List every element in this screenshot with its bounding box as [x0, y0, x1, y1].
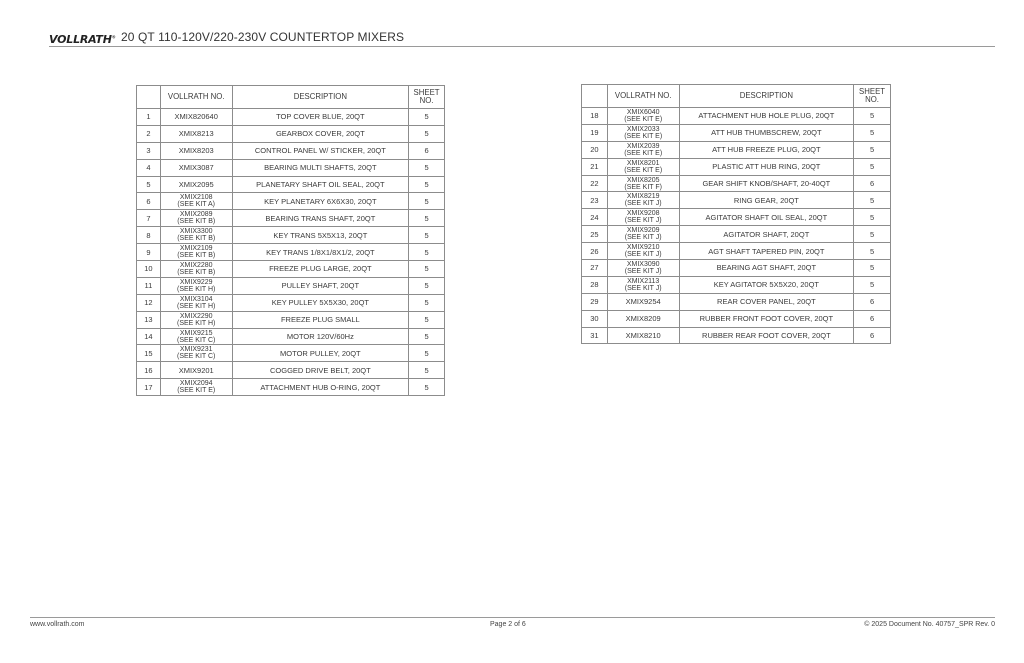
part-number: XMIX2109 — [179, 245, 213, 253]
sheet-number: 5 — [409, 109, 445, 126]
part-description: FREEZE PLUG LARGE, 20QT — [232, 261, 408, 278]
part-description: AGT SHAFT TAPERED PIN, 20QT — [679, 243, 854, 260]
item-number: 6 — [137, 193, 161, 210]
part-description: GEARBOX COVER, 20QT — [232, 125, 408, 142]
vollrath-part-number — [607, 276, 679, 293]
part-description: AGITATOR SHAFT OIL SEAL, 20QT — [679, 209, 854, 226]
part-description: RUBBER FRONT FOOT COVER, 20QT — [679, 310, 854, 327]
item-number: 14 — [137, 328, 161, 345]
kit-reference: (SEE KIT E) — [624, 115, 663, 123]
vollrath-part-number — [607, 158, 679, 175]
column-header-description: DESCRIPTION — [232, 86, 408, 109]
vollrath-part-number: XMIX8213 — [160, 125, 232, 142]
part-description: COGGED DRIVE BELT, 20QT — [232, 362, 408, 379]
table-row — [582, 108, 891, 125]
item-number: 5 — [137, 176, 161, 193]
part-description: PLANETARY SHAFT OIL SEAL, 20QT — [232, 176, 408, 193]
sheet-number: 5 — [854, 141, 891, 158]
table-row — [582, 276, 891, 293]
part-description: TOP COVER BLUE, 20QT — [232, 109, 408, 126]
table-row — [137, 244, 445, 261]
item-number: 21 — [582, 158, 608, 175]
kit-reference: (SEE KIT J) — [624, 200, 662, 208]
part-description: BEARING AGT SHAFT, 20QT — [679, 260, 854, 277]
vollrath-part-number — [160, 277, 232, 294]
vollrath-part-number — [607, 243, 679, 260]
column-header-sheet-no: SHEET NO. — [854, 85, 891, 108]
item-number: 1 — [137, 109, 161, 126]
part-number: XMIX3300 — [179, 228, 213, 236]
sheet-number: 5 — [409, 345, 445, 362]
part-description: PLASTIC ATT HUB RING, 20QT — [679, 158, 854, 175]
part-description: MOTOR 120V/60Hz — [232, 328, 408, 345]
sheet-number: 6 — [409, 142, 445, 159]
item-number: 29 — [582, 293, 608, 310]
part-description: PULLEY SHAFT, 20QT — [232, 277, 408, 294]
vollrath-part-number: XMIX3087 — [160, 159, 232, 176]
item-number: 15 — [137, 345, 161, 362]
document-title: 20 QT 110-120V/220-230V COUNTERTOP MIXERS — [121, 30, 405, 44]
kit-reference: (SEE KIT E) — [624, 132, 663, 140]
vollrath-part-number — [607, 226, 679, 243]
sheet-number: 5 — [854, 276, 891, 293]
kit-reference: (SEE KIT J) — [624, 217, 662, 225]
vollrath-part-number — [607, 209, 679, 226]
part-number: XMIX6040 — [626, 108, 660, 116]
kit-reference: (SEE KIT B) — [177, 218, 216, 226]
sheet-number: 6 — [854, 310, 891, 327]
sheet-number: 5 — [409, 125, 445, 142]
item-number: 16 — [137, 362, 161, 379]
part-description: FREEZE PLUG SMALL — [232, 311, 408, 328]
page-number: Page 2 of 6 — [490, 621, 526, 628]
table-row — [137, 294, 445, 311]
table-header-row — [137, 86, 445, 109]
table-row — [137, 159, 445, 176]
part-description: KEY TRANS 1/8X1/8X1/2, 20QT — [232, 244, 408, 261]
sheet-number: 6 — [854, 327, 891, 344]
vollrath-part-number: XMIX8210 — [607, 327, 679, 344]
part-number: XMIX3090 — [626, 260, 660, 268]
table-row — [137, 362, 445, 379]
part-description: RUBBER REAR FOOT COVER, 20QT — [679, 327, 854, 344]
table-row — [137, 261, 445, 278]
sheet-number: 6 — [854, 293, 891, 310]
table-row — [582, 310, 891, 327]
sheet-number: 5 — [409, 277, 445, 294]
kit-reference: (SEE KIT B) — [177, 235, 216, 243]
part-number: XMIX9208 — [626, 210, 660, 218]
vollrath-part-number: XMIX8209 — [607, 310, 679, 327]
sheet-number: 5 — [409, 311, 445, 328]
table-row — [582, 175, 891, 192]
kit-reference: (SEE KIT J) — [624, 284, 662, 292]
vollrath-part-number — [160, 311, 232, 328]
vollrath-part-number — [160, 261, 232, 278]
sheet-number: 5 — [854, 209, 891, 226]
part-number: XMIX8219 — [626, 193, 660, 201]
item-number: 19 — [582, 124, 608, 141]
item-number: 3 — [137, 142, 161, 159]
vollrath-part-number — [160, 227, 232, 244]
item-number: 27 — [582, 260, 608, 277]
table-row — [137, 379, 445, 396]
table-row — [582, 293, 891, 310]
vollrath-part-number — [160, 244, 232, 261]
parts-table-left — [136, 85, 445, 396]
item-number: 31 — [582, 327, 608, 344]
sheet-number: 5 — [409, 261, 445, 278]
part-description: ATTACHMENT HUB O-RING, 20QT — [232, 379, 408, 396]
sheet-number: 5 — [854, 260, 891, 277]
vollrath-part-number — [160, 379, 232, 396]
sheet-number: 5 — [409, 379, 445, 396]
item-number: 22 — [582, 175, 608, 192]
part-description: BEARING MULTI SHAFTS, 20QT — [232, 159, 408, 176]
sheet-number: 5 — [854, 226, 891, 243]
vollrath-part-number — [607, 192, 679, 209]
part-number: XMIX8201 — [626, 159, 660, 167]
table-row — [582, 158, 891, 175]
vollrath-part-number — [607, 141, 679, 158]
sheet-number: 5 — [854, 192, 891, 209]
table-row — [137, 210, 445, 227]
part-number: XMIX8205 — [626, 176, 660, 184]
page-header — [49, 30, 995, 47]
brand-name: VOLLRATH — [49, 33, 112, 46]
part-number: XMIX9210 — [626, 244, 660, 252]
vollrath-part-number: XMIX9201 — [160, 362, 232, 379]
part-description: REAR COVER PANEL, 20QT — [679, 293, 854, 310]
vollrath-part-number: XMIX9254 — [607, 293, 679, 310]
sheet-number: 5 — [409, 294, 445, 311]
part-number: XMIX2094 — [179, 380, 213, 388]
sheet-number: 5 — [854, 243, 891, 260]
kit-reference: (SEE KIT J) — [624, 251, 662, 259]
part-number: XMIX3104 — [179, 295, 213, 303]
kit-reference: (SEE KIT E) — [624, 149, 663, 157]
website-link[interactable]: www.vollrath.com — [30, 621, 85, 628]
item-number: 11 — [137, 277, 161, 294]
table-row — [137, 193, 445, 210]
column-header-vollrath-no: VOLLRATH NO. — [160, 86, 232, 109]
item-number: 20 — [582, 141, 608, 158]
vollrath-part-number — [607, 124, 679, 141]
kit-reference: (SEE KIT E) — [177, 387, 216, 395]
table-row — [582, 124, 891, 141]
document-number: © 2025 Document No. 40757_SPR Rev. 0 — [864, 621, 995, 628]
table-row — [137, 142, 445, 159]
table-header-row — [582, 85, 891, 108]
kit-reference: (SEE KIT A) — [177, 201, 216, 209]
part-number: XMIX9209 — [626, 227, 660, 235]
vollrath-part-number: XMIX8203 — [160, 142, 232, 159]
kit-reference: (SEE KIT H) — [177, 302, 216, 310]
kit-reference: (SEE KIT E) — [624, 166, 663, 174]
table-row — [137, 277, 445, 294]
item-number: 4 — [137, 159, 161, 176]
item-number: 28 — [582, 276, 608, 293]
table-row — [582, 226, 891, 243]
page-footer — [30, 617, 995, 632]
part-description: AGITATOR SHAFT, 20QT — [679, 226, 854, 243]
vollrath-part-number — [160, 193, 232, 210]
part-description: KEY TRANS 5X5X13, 20QT — [232, 227, 408, 244]
part-description: RING GEAR, 20QT — [679, 192, 854, 209]
item-number: 17 — [137, 379, 161, 396]
sheet-number: 5 — [854, 108, 891, 125]
kit-reference: (SEE KIT C) — [177, 336, 216, 344]
item-number: 26 — [582, 243, 608, 260]
part-number: XMIX2280 — [179, 261, 213, 269]
sheet-number: 6 — [854, 175, 891, 192]
item-number: 10 — [137, 261, 161, 278]
item-number: 2 — [137, 125, 161, 142]
part-number: XMIX2290 — [179, 312, 213, 320]
sheet-number: 5 — [854, 124, 891, 141]
part-description: ATT HUB FREEZE PLUG, 20QT — [679, 141, 854, 158]
table-row — [137, 311, 445, 328]
kit-reference: (SEE KIT C) — [177, 353, 216, 361]
table-row — [137, 345, 445, 362]
vollrath-part-number — [607, 175, 679, 192]
part-description: KEY PLANETARY 6X6X30, 20QT — [232, 193, 408, 210]
vollrath-part-number — [160, 345, 232, 362]
part-description: KEY PULLEY 5X5X30, 20QT — [232, 294, 408, 311]
sheet-number: 5 — [409, 227, 445, 244]
item-number: 7 — [137, 210, 161, 227]
part-description: MOTOR PULLEY, 20QT — [232, 345, 408, 362]
item-number: 13 — [137, 311, 161, 328]
table-row — [137, 176, 445, 193]
column-header-no — [137, 86, 161, 109]
part-description: ATTACHMENT HUB HOLE PLUG, 20QT — [679, 108, 854, 125]
table-row — [582, 141, 891, 158]
part-number: XMIX9215 — [179, 329, 213, 337]
item-number: 24 — [582, 209, 608, 226]
sheet-number: 5 — [409, 176, 445, 193]
vollrath-part-number: XMIX2095 — [160, 176, 232, 193]
part-number: XMIX2108 — [179, 194, 213, 202]
part-number: XMIX2033 — [626, 125, 660, 133]
sheet-number: 5 — [409, 193, 445, 210]
table-row — [582, 243, 891, 260]
sheet-number: 5 — [409, 210, 445, 227]
part-description: ATT HUB THUMBSCREW, 20QT — [679, 124, 854, 141]
table-row — [137, 109, 445, 126]
part-number: XMIX2089 — [179, 211, 213, 219]
kit-reference: (SEE KIT F) — [624, 183, 662, 191]
kit-reference: (SEE KIT B) — [177, 268, 216, 276]
table-row — [137, 227, 445, 244]
parts-table-right — [581, 84, 891, 344]
sheet-number: 5 — [409, 362, 445, 379]
column-header-vollrath-no: VOLLRATH NO. — [607, 85, 679, 108]
kit-reference: (SEE KIT J) — [624, 267, 662, 275]
table-row — [582, 209, 891, 226]
item-number: 9 — [137, 244, 161, 261]
table-row — [582, 192, 891, 209]
item-number: 30 — [582, 310, 608, 327]
table-row — [137, 125, 445, 142]
kit-reference: (SEE KIT H) — [177, 285, 216, 293]
part-description: CONTROL PANEL W/ STICKER, 20QT — [232, 142, 408, 159]
item-number: 23 — [582, 192, 608, 209]
table-row — [582, 260, 891, 277]
kit-reference: (SEE KIT J) — [624, 234, 662, 242]
column-header-description: DESCRIPTION — [679, 85, 854, 108]
sheet-number: 5 — [409, 328, 445, 345]
kit-reference: (SEE KIT H) — [177, 319, 216, 327]
part-number: XMIX2113 — [627, 277, 660, 285]
item-number: 25 — [582, 226, 608, 243]
table-row — [137, 328, 445, 345]
vollrath-part-number — [160, 328, 232, 345]
part-number: XMIX9231 — [179, 346, 213, 354]
vollrath-part-number: XMIX820640 — [160, 109, 232, 126]
column-header-no — [582, 85, 608, 108]
part-number: XMIX9229 — [179, 278, 213, 286]
item-number: 8 — [137, 227, 161, 244]
vollrath-part-number — [160, 210, 232, 227]
column-header-sheet-no: SHEET NO. — [409, 86, 445, 109]
part-description: GEAR SHIFT KNOB/SHAFT, 20-40QT — [679, 175, 854, 192]
sheet-number: 5 — [409, 244, 445, 261]
table-row — [582, 327, 891, 344]
part-number: XMIX2039 — [626, 142, 660, 150]
sheet-number: 5 — [409, 159, 445, 176]
vollrath-part-number — [607, 108, 679, 125]
item-number: 12 — [137, 294, 161, 311]
vollrath-logo: VOLLRATH® — [49, 33, 116, 46]
part-description: KEY AGITATOR 5X5X20, 20QT — [679, 276, 854, 293]
vollrath-part-number — [607, 260, 679, 277]
part-description: BEARING TRANS SHAFT, 20QT — [232, 210, 408, 227]
item-number: 18 — [582, 108, 608, 125]
kit-reference: (SEE KIT B) — [177, 252, 216, 260]
vollrath-part-number — [160, 294, 232, 311]
sheet-number: 5 — [854, 158, 891, 175]
